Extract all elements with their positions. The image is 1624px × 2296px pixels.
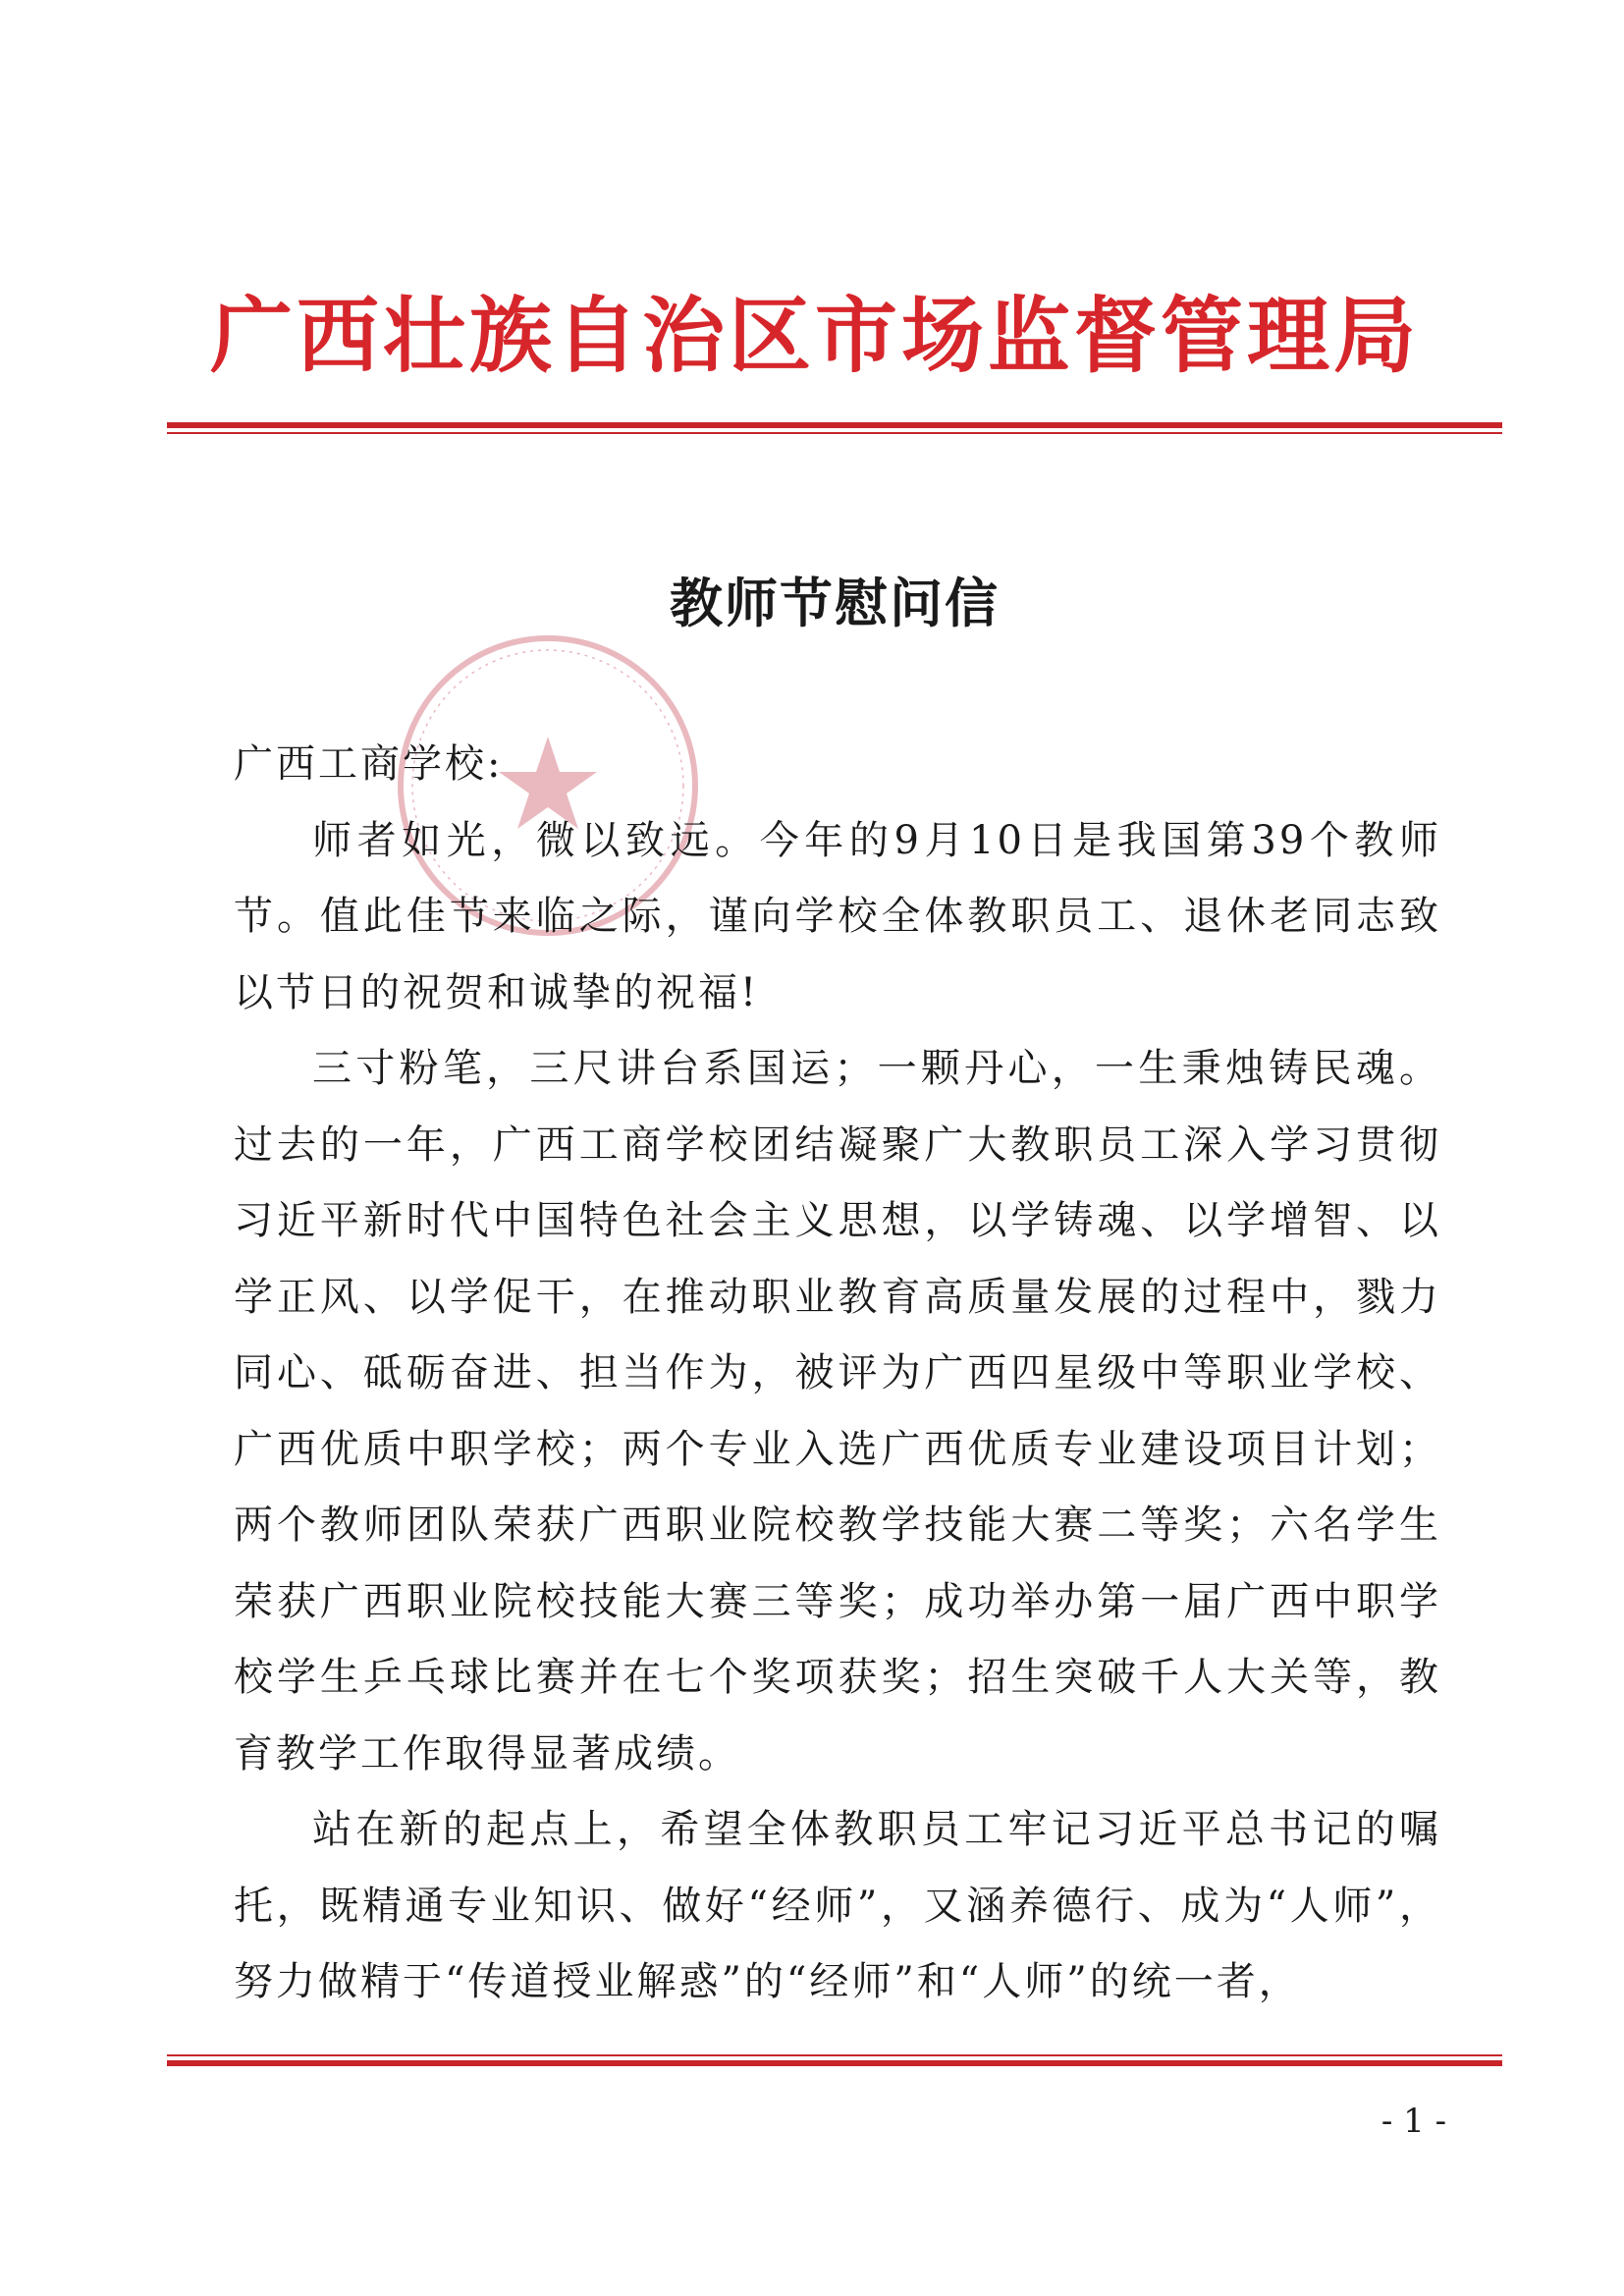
letter-body <box>234 727 1441 2021</box>
paragraph-1: 师者如光，微以致远。今年的9月10日是我国第39个教师节。值此佳节来临之际，谨向学校全体教职员工、退休老同志致以节日的祝贺和诚挚的祝福! <box>234 817 1441 1015</box>
page-number: - 1 - <box>1380 2102 1447 2141</box>
header-red-rule <box>167 422 1502 434</box>
footer-rule-thick-line <box>167 2060 1502 2066</box>
salutation: 广西工商学校: <box>234 741 504 787</box>
paragraph-2: 三寸粉笔，三尺讲台系国运；一颗丹心，一生秉烛铸民魂。过去的一年，广西工商学校团结凝聚广大教职员工深入学习贯彻习近平新时代中国特色社会主义思想，以学铸魂、以学增智、以学正风、以学促干，在推动职业教育高质量发展的过程中，戮力同心、砥砺奋进、担当作为，被评为广西四星级中等职业学校、广西优质中职学校；两个专业入选广西优质专业建设项目计划；两个教师团队荣获广西职业院校教学技能大赛二等奖；六名学生荣获广西职业院校技能大赛三等奖；成功举办第一届广西中职学校学生乒乓球比赛并在七个奖项获奖；招生突破千人大关等，教育教学工作取得显著成绩。 <box>234 1046 1441 1777</box>
header-rule-thin-line <box>167 432 1502 434</box>
document-title: 教师节慰问信 <box>670 573 1000 634</box>
header-rule-thick-line <box>167 422 1502 428</box>
paragraph-3: 站在新的起点上，希望全体教职员工牢记习近平总书记的嘱托，既精通专业知识、做好“经师”，又涵养德行、成为“人师”，努力做精于“传道授业解惑”的“经师”和“人师”的统一者， <box>234 1807 1441 2004</box>
footer-red-rule <box>167 2054 1502 2066</box>
organization-header: 广西壮族自治区市场监督管理局 <box>209 287 1420 384</box>
footer-rule-thin-line <box>167 2054 1502 2056</box>
